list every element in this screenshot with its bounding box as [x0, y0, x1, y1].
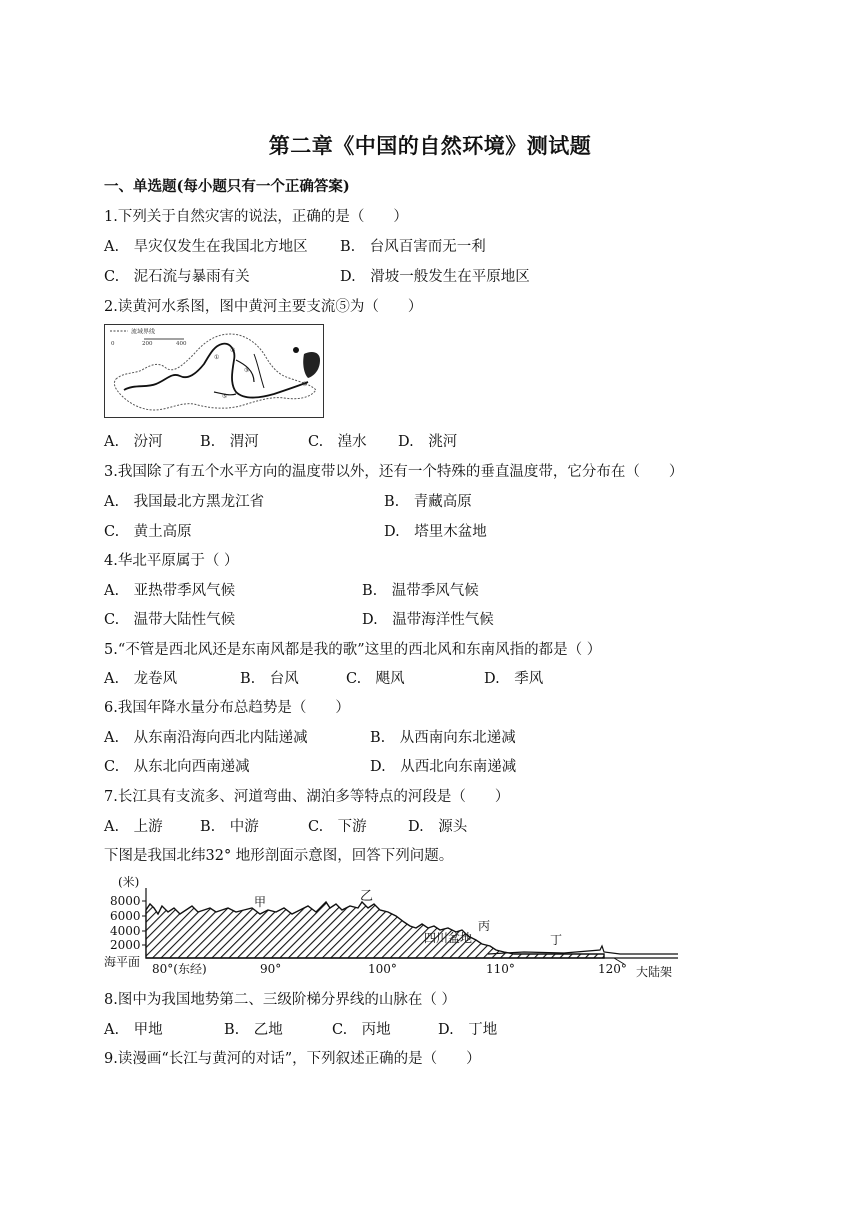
q8-option-a: A. 甲地: [104, 1022, 163, 1038]
q3-option-c: C. 黄土高原: [104, 524, 192, 540]
map-scale-0: 0: [111, 341, 115, 347]
q7-option-d: D. 源头: [408, 819, 468, 835]
y-tick-8000: 8000: [110, 894, 141, 908]
question-4-stem: 4.华北平原属于（ ）: [104, 553, 239, 569]
q4-option-c: C. 温带大陆性气候: [104, 612, 236, 628]
label-sichuan-basin: 四川盆地: [424, 931, 473, 945]
q6-option-d: D. 从西北向东南递减: [370, 759, 517, 775]
svg-text:⑤: ⑤: [222, 393, 228, 400]
q3-option-b: B. 青藏高原: [384, 494, 472, 510]
question-8-stem: 8.图中为我国地势第二、三级阶梯分界线的山脉在（ ）: [104, 992, 456, 1008]
q7-option-c: C. 下游: [308, 819, 367, 835]
q4-option-b: B. 温带季风气候: [362, 583, 479, 599]
label-continental-shelf: 大陆架: [636, 965, 673, 979]
question-6-stem: 6.我国年降水量分布总趋势是（ ）: [104, 700, 350, 716]
q5-option-d: D. 季风: [484, 671, 544, 687]
x-tick-120: 120°: [598, 962, 627, 976]
question-7-stem: 7.长江具有支流多、河道弯曲、湖泊多等特点的河段是（ ）: [104, 789, 510, 805]
q2-option-c: C. 湟水: [308, 434, 367, 450]
question-5-stem: 5.“不管是西北风还是东南风都是我的歌”这里的西北风和东南风指的都是（ ）: [104, 642, 602, 658]
sea-level-label: 海平面: [104, 955, 141, 969]
q3-option-d: D. 塔里木盆地: [384, 524, 487, 540]
q2-option-b: B. 渭河: [200, 434, 259, 450]
question-1-stem: 1.下列关于自然灾害的说法，正确的是（ ）: [104, 209, 408, 225]
x-tick-90: 90°: [260, 962, 282, 976]
q6-option-c: C. 从东北向西南递减: [104, 759, 250, 775]
map-legend-text: 流域界线: [131, 328, 156, 336]
svg-text:①: ①: [214, 354, 220, 361]
q8-option-c: C. 丙地: [332, 1022, 391, 1038]
q4-option-d: D. 温带海洋性气候: [362, 612, 494, 628]
question-2-stem: 2.读黄河水系图，图中黄河主要支流⑤为（ ）: [104, 299, 423, 315]
label-jia: 甲: [254, 895, 267, 909]
x-tick-80: 80°(东经): [152, 962, 207, 976]
q1-option-c: C. 泥石流与暴雨有关: [104, 269, 250, 285]
y-tick-2000: 2000: [110, 938, 141, 952]
q8-option-d: D. 丁地: [438, 1022, 498, 1038]
q2-option-d: D. 洮河: [398, 434, 458, 450]
question-3-stem: 3.我国除了有五个水平方向的温度带以外，还有一个特殊的垂直温度带，它分布在（ ）: [104, 464, 684, 480]
q6-option-b: B. 从西南向东北递减: [370, 730, 516, 746]
q8-option-b: B. 乙地: [224, 1022, 283, 1038]
q7-option-b: B. 中游: [200, 819, 259, 835]
q7-option-a: A. 上游: [104, 819, 163, 835]
q6-option-a: A. 从东南沿海向西北内陆递减: [104, 730, 308, 746]
y-tick-4000: 4000: [110, 924, 141, 938]
q1-option-d: D. 滑坡一般发生在平原地区: [340, 269, 530, 285]
y-tick-6000: 6000: [110, 909, 141, 923]
svg-text:③: ③: [244, 367, 250, 374]
svg-text:④: ④: [302, 381, 308, 388]
label-yi: 乙: [360, 889, 374, 904]
label-bing: 丙: [478, 919, 491, 933]
label-ding: 丁: [550, 933, 563, 947]
q5-option-a: A. 龙卷风: [104, 671, 178, 687]
q5-option-b: B. 台风: [240, 671, 299, 687]
question-9-stem: 9.读漫画“长江与黄河的对话”，下列叙述正确的是（ ）: [104, 1051, 481, 1067]
q1-option-b: B. 台风百害而无一利: [340, 239, 486, 255]
page-title: 第二章《中国的自然环境》测试题: [268, 133, 592, 158]
yellow-river-map-figure: [104, 324, 324, 418]
x-tick-100: 100°: [368, 962, 397, 976]
map-scale-400: 400: [176, 341, 187, 347]
q2-option-a: A. 汾河: [104, 434, 163, 450]
x-tick-110: 110°: [486, 962, 515, 976]
profile-unit-label: (米): [118, 875, 140, 889]
profile-intro-text: 下图是我国北纬32° 地形剖面示意图，回答下列问题。: [104, 848, 454, 864]
svg-text:②: ②: [230, 347, 236, 354]
terrain-profile-figure: [104, 870, 684, 980]
q4-option-a: A. 亚热带季风气候: [104, 583, 236, 599]
q5-option-c: C. 飓风: [346, 671, 405, 687]
map-scale-200: 200: [142, 341, 153, 347]
section-heading: 一、单选题(每小题只有一个正确答案): [104, 178, 350, 195]
q1-option-a: A. 旱灾仅发生在我国北方地区: [104, 239, 308, 255]
terrain-profile-shape: [146, 902, 604, 958]
q3-option-a: A. 我国最北方黑龙江省: [104, 494, 265, 510]
